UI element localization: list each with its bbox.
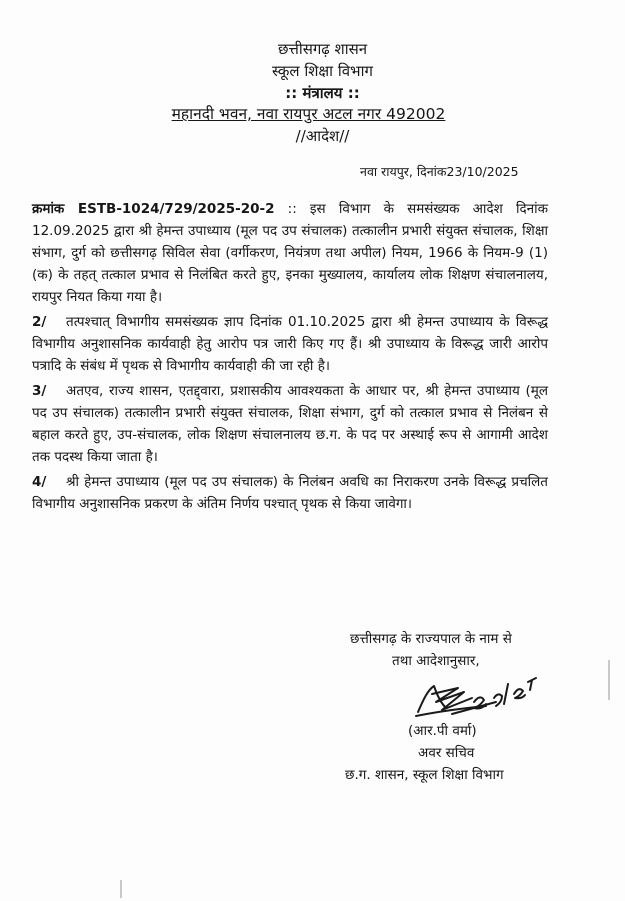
order-heading: //आदेश// [295, 127, 350, 145]
closing-line-2: तथा आदेशानुसार, [392, 653, 480, 669]
signatory-name: (आर.पी वर्मा) [408, 723, 477, 739]
scan-edge-mark [120, 880, 122, 898]
closing-line-1: छत्तीसगढ़ के राज्यपाल के नाम से [350, 631, 512, 647]
paragraph-text: तत्पश्चात् विभागीय समसंख्यक ज्ञाप दिनांक 01.10.2025 द्वारा श्री हेमन्त उपाध्याय के विरूद्ध विभागीय अनुशासनिक कार्यवाही हेतु आरोप पत्र जारी किए गए हैं। श्री उपाध्याय के विरूद्ध जारी आरोप पत्रादि के संबंध में पृथक से विभागीय कार्यवाही की जा रही है। [32, 314, 548, 374]
handwritten-signature [412, 668, 542, 720]
signature-closing [330, 628, 590, 672]
paragraph-text: :: इस विभाग के समसंख्यक आदेश दिनांक 12.09.2025 द्वारा श्री हेमन्त उपाध्याय (मूल पद उप संचालक) तत्कालीन प्रभारी संयुक्त संचालक, शिक्षा संभाग, दुर्ग को छत्तीसगढ़ सिविल सेवा (वर्गीकरण, नियंत्रण तथा अपील) नियम, 1966 के नियम-9 (1) (क) के तहत् तत्काल प्रभाव से निलंबित करते हुए, इनका मुख्यालय, कार्यालय लोक शिक्षण संचालनालय, रायपुर नियत किया गया है। [32, 201, 548, 305]
paragraph-number: 2/ [32, 314, 47, 330]
paragraph-3 [32, 380, 548, 468]
paragraph-2 [32, 311, 548, 377]
paragraph-number: 3/ [32, 383, 47, 399]
scan-edge-mark [608, 660, 610, 700]
handwritten-date: 23/10/25 [476, 694, 521, 705]
ministry-label: :: मंत्रालय :: [285, 84, 360, 102]
paragraph-text: अतएव, राज्य शासन, एतद्द्वारा, प्रशासकीय आवश्यकता के आधार पर, श्री हेमन्त उपाध्याय (मूल पद उप संचालक) तत्कालीन प्रभारी संयुक्त संचालक, शिक्षा संभाग, दुर्ग को तत्काल प्रभाव से निलंबन से बहाल करते हुए, उप-संचालक, लोक शिक्षण संचालनालय छ.ग. के पद पर अस्थाई रूप से आगामी आदेश तक पदस्थ किया जाता है। [32, 383, 548, 465]
order-body [32, 198, 548, 518]
order-reference: क्रमांक ESTB-1024/729/2025-20-2 [32, 201, 275, 217]
paragraph-number: 4/ [32, 474, 47, 490]
signatory-department: छ.ग. शासन, स्कूल शिक्षा विभाग [345, 767, 504, 783]
department-name: स्कूल शिक्षा विभाग [272, 62, 373, 80]
office-address: महानदी भवन, नवा रायपुर अटल नगर 492002 [171, 105, 446, 123]
place-date: नवा रायपुर, दिनांक23/10/2025 [360, 164, 519, 179]
paragraph-4 [32, 471, 548, 515]
signatory-designation: अवर सचिव [418, 745, 475, 761]
paragraph-text: श्री हेमन्त उपाध्याय (मूल पद उप संचालक) के निलंबन अवधि का निराकरण उनके विरूद्ध प्रचलित विभागीय अनुशासनिक प्रकरण के अंतिम निर्णय पश्चात् पृथक से किया जावेगा। [32, 474, 548, 512]
government-name: छत्तीसगढ़ शासन [277, 40, 368, 58]
paragraph-1 [32, 198, 548, 308]
